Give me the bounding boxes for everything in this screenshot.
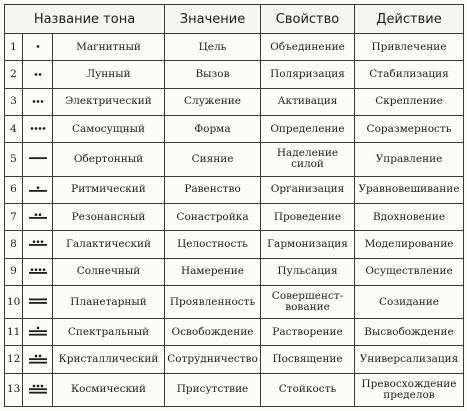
tone-dot bbox=[39, 213, 42, 216]
tone-bar bbox=[29, 331, 47, 333]
tone-dot bbox=[37, 100, 40, 103]
tone-bar bbox=[29, 217, 47, 219]
tone-property: Совершенст- вование bbox=[261, 285, 355, 318]
tone-dot bbox=[31, 127, 34, 130]
tone-name: Кристаллический bbox=[53, 346, 165, 373]
tone-number: 8 bbox=[5, 231, 23, 258]
tone-meaning: Присутствие bbox=[165, 373, 261, 406]
tone-meaning: Равенство bbox=[165, 176, 261, 203]
tone-bar bbox=[29, 190, 47, 192]
tone-name: Солнечный bbox=[53, 258, 165, 285]
tone-number: 6 bbox=[5, 176, 23, 203]
tone-action: Привлечение bbox=[355, 34, 464, 61]
tone-dot bbox=[37, 241, 40, 244]
tone-property: Организация bbox=[261, 176, 355, 203]
tone-property: Поляризация bbox=[261, 61, 355, 88]
tone-number: 1 bbox=[5, 34, 23, 61]
table-row bbox=[5, 346, 464, 373]
tone-bar bbox=[29, 388, 47, 390]
tone-dot bbox=[43, 127, 46, 130]
tone-number: 2 bbox=[5, 61, 23, 88]
dots-3-icon bbox=[23, 88, 53, 115]
tone-name: Космический bbox=[53, 373, 165, 406]
tone-action: Управление bbox=[355, 143, 464, 176]
tone-action: Уравновешивание bbox=[355, 176, 464, 203]
table-row bbox=[5, 116, 464, 143]
table-row bbox=[5, 143, 464, 176]
tone-meaning: Форма bbox=[165, 116, 261, 143]
tone-action: Соразмерность bbox=[355, 116, 464, 143]
tone-property: Посвящение bbox=[261, 346, 355, 373]
tone-meaning: Сонастройка bbox=[165, 203, 261, 230]
tone-bar bbox=[29, 272, 47, 274]
table-row bbox=[5, 34, 464, 61]
header-property: Свойство bbox=[261, 5, 355, 34]
tone-number: 12 bbox=[5, 346, 23, 373]
tone-number: 13 bbox=[5, 373, 23, 406]
tone-dot bbox=[37, 45, 40, 48]
tone-name: Электрический bbox=[53, 88, 165, 115]
tone-dot bbox=[35, 268, 38, 271]
bar-dot-1-icon bbox=[23, 176, 53, 203]
tone-action: Созидание bbox=[355, 285, 464, 318]
tone-dot bbox=[35, 354, 38, 357]
tone-bar bbox=[29, 299, 47, 301]
bars-2-dots-2-icon bbox=[23, 346, 53, 373]
tone-name: Планетарный bbox=[53, 285, 165, 318]
tone-meaning: Освобождение bbox=[165, 319, 261, 346]
tone-bar bbox=[29, 244, 47, 246]
tone-property: Активация bbox=[261, 88, 355, 115]
tone-name: Лунный bbox=[53, 61, 165, 88]
tone-name: Магнитный bbox=[53, 34, 165, 61]
header-row bbox=[5, 5, 464, 34]
tone-dot bbox=[39, 73, 42, 76]
table-row bbox=[5, 319, 464, 346]
tone-bar bbox=[29, 392, 47, 394]
tone-property: Определение bbox=[261, 116, 355, 143]
tone-name: Резонансный bbox=[53, 203, 165, 230]
tone-number: 3 bbox=[5, 88, 23, 115]
tone-dot bbox=[41, 241, 44, 244]
tone-property: Гармонизация bbox=[261, 231, 355, 258]
tone-dot bbox=[39, 354, 42, 357]
table-row bbox=[5, 231, 464, 258]
bar-dots-2-icon bbox=[23, 203, 53, 230]
tone-name: Самосущный bbox=[53, 116, 165, 143]
tone-dot bbox=[33, 241, 36, 244]
dot-1-icon bbox=[23, 34, 53, 61]
tones-table bbox=[4, 4, 464, 407]
tone-bar bbox=[29, 334, 47, 336]
tone-action: Высвобождение bbox=[355, 319, 464, 346]
tone-property: Наделение силой bbox=[261, 143, 355, 176]
tone-meaning: Целостность bbox=[165, 231, 261, 258]
tone-dot bbox=[37, 385, 40, 388]
tone-dot bbox=[31, 268, 34, 271]
tone-meaning: Намерение bbox=[165, 258, 261, 285]
tone-property: Стойкость bbox=[261, 373, 355, 406]
tone-dot bbox=[33, 100, 36, 103]
tone-meaning: Проявленность bbox=[165, 285, 261, 318]
tone-number: 4 bbox=[5, 116, 23, 143]
bar-dots-4-icon bbox=[23, 258, 53, 285]
tone-dot bbox=[39, 268, 42, 271]
table-body bbox=[5, 34, 464, 407]
tone-bar bbox=[29, 358, 47, 360]
header-meaning: Значение bbox=[165, 5, 261, 34]
tone-number: 11 bbox=[5, 319, 23, 346]
tone-name: Ритмический bbox=[53, 176, 165, 203]
tone-meaning: Сияние bbox=[165, 143, 261, 176]
bars-2-icon bbox=[23, 285, 53, 318]
table-row bbox=[5, 285, 464, 318]
bar-dots-3-icon bbox=[23, 231, 53, 258]
tone-action: Моделирование bbox=[355, 231, 464, 258]
tone-dot bbox=[41, 100, 44, 103]
table-row bbox=[5, 61, 464, 88]
tone-dot bbox=[37, 186, 40, 189]
tone-number: 5 bbox=[5, 143, 23, 176]
bar-icon bbox=[23, 143, 53, 176]
tone-dot bbox=[35, 213, 38, 216]
tone-bar bbox=[29, 302, 47, 304]
header-action: Действие bbox=[355, 5, 464, 34]
tone-property: Объединение bbox=[261, 34, 355, 61]
tone-dot bbox=[35, 73, 38, 76]
tone-meaning: Служение bbox=[165, 88, 261, 115]
tone-dot bbox=[37, 327, 40, 330]
tone-action: Осуществление bbox=[355, 258, 464, 285]
tone-number: 10 bbox=[5, 285, 23, 318]
tone-dot bbox=[39, 127, 42, 130]
header-name: Название тона bbox=[5, 5, 165, 34]
tone-dot bbox=[33, 385, 36, 388]
tone-property: Пульсация bbox=[261, 258, 355, 285]
tone-meaning: Вызов bbox=[165, 61, 261, 88]
table-row bbox=[5, 203, 464, 230]
tone-meaning: Сотрудничество bbox=[165, 346, 261, 373]
tone-property: Проведение bbox=[261, 203, 355, 230]
dots-4-icon bbox=[23, 116, 53, 143]
tone-meaning: Цель bbox=[165, 34, 261, 61]
tone-name: Обертонный bbox=[53, 143, 165, 176]
table-row bbox=[5, 88, 464, 115]
tone-action: Вдохновение bbox=[355, 203, 464, 230]
tone-dot bbox=[43, 268, 46, 271]
tone-action: Универсализация bbox=[355, 346, 464, 373]
tone-bar bbox=[29, 361, 47, 363]
tone-dot bbox=[41, 385, 44, 388]
tone-action: Стабилизация bbox=[355, 61, 464, 88]
bars-2-dots-3-icon bbox=[23, 373, 53, 406]
tone-name: Спектральный bbox=[53, 319, 165, 346]
table-row bbox=[5, 373, 464, 406]
table-row bbox=[5, 258, 464, 285]
tone-name: Галактический bbox=[53, 231, 165, 258]
tone-number: 7 bbox=[5, 203, 23, 230]
tone-dot bbox=[35, 127, 38, 130]
tone-property: Растворение bbox=[261, 319, 355, 346]
tone-action: Превосхождение пределов bbox=[355, 373, 464, 406]
tone-action: Скрепление bbox=[355, 88, 464, 115]
tone-number: 9 bbox=[5, 258, 23, 285]
tone-bar bbox=[29, 158, 47, 160]
dots-2-icon bbox=[23, 61, 53, 88]
bars-2-dot-1-icon bbox=[23, 319, 53, 346]
table-row bbox=[5, 176, 464, 203]
